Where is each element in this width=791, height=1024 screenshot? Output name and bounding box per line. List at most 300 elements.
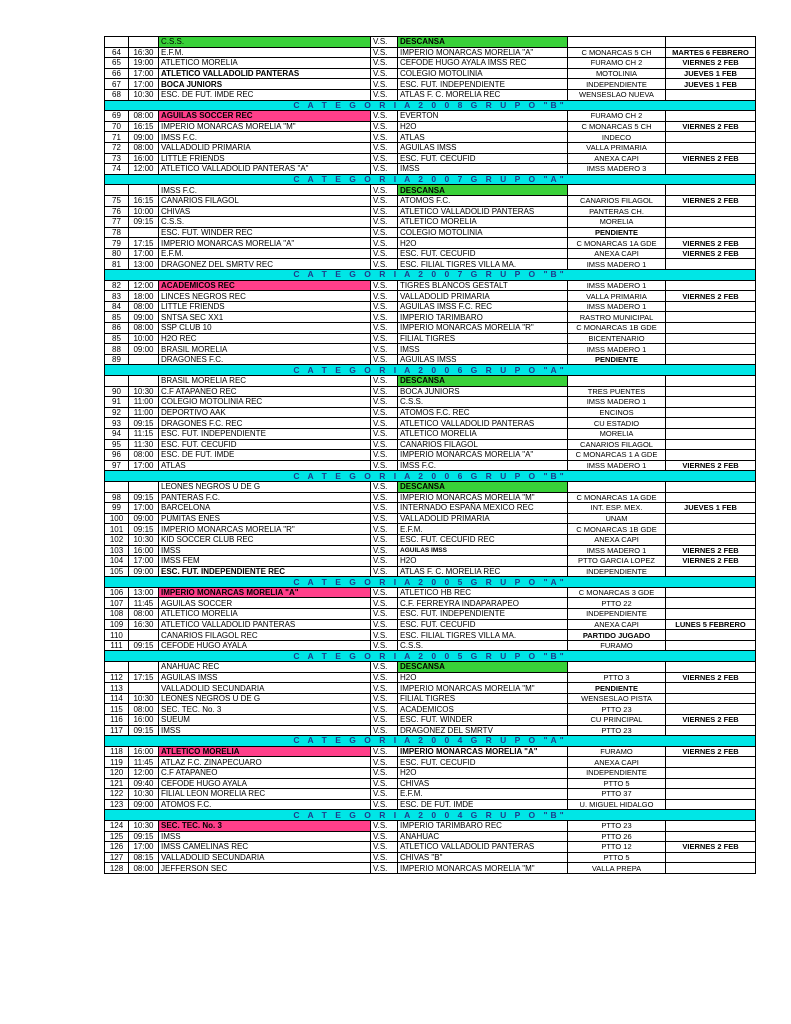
match-time: 16:00 xyxy=(129,545,159,556)
match-row xyxy=(105,587,756,598)
away-team: ATLETICO HB REC xyxy=(398,587,568,598)
venue xyxy=(568,37,666,48)
match-date xyxy=(666,820,756,831)
home-team: CANARIOS FILAGOL xyxy=(159,195,371,206)
venue: IMSS MADERO 1 xyxy=(568,259,666,270)
versus-label: V.S. xyxy=(371,725,398,736)
venue: ENCINOS xyxy=(568,407,666,418)
match-row xyxy=(105,227,756,238)
match-time: 09:00 xyxy=(129,799,159,810)
versus-label: V.S. xyxy=(371,831,398,842)
home-team: SUEUM xyxy=(159,715,371,726)
home-team: PUMITAS ENES xyxy=(159,513,371,524)
away-team: H2O xyxy=(398,672,568,683)
away-team: IMPERIO MONARCAS MORELIA "M" xyxy=(398,863,568,874)
match-row xyxy=(105,206,756,217)
match-row xyxy=(105,556,756,567)
match-number: 102 xyxy=(105,534,129,545)
away-team: ATOMOS F.C. REC xyxy=(398,407,568,418)
venue: PTTO GARCIA LOPEZ xyxy=(568,556,666,567)
match-date xyxy=(666,407,756,418)
match-number: 127 xyxy=(105,852,129,863)
away-team: DRAGONEZ DEL SMRTV xyxy=(398,725,568,736)
venue: IMSS MADERO 1 xyxy=(568,545,666,556)
home-team: C.S.S. xyxy=(159,37,371,48)
away-team: ATLETICO VALLADOLID PANTERAS xyxy=(398,842,568,853)
match-number xyxy=(105,185,129,196)
category-title: C A T E G O R I A 2 0 0 7 G R U P O "A" xyxy=(105,174,756,185)
match-date xyxy=(666,386,756,397)
versus-label: V.S. xyxy=(371,439,398,450)
match-number: 91 xyxy=(105,397,129,408)
match-date xyxy=(666,450,756,461)
versus-label: V.S. xyxy=(371,683,398,694)
venue: IMSS MADERO 1 xyxy=(568,397,666,408)
match-row xyxy=(105,386,756,397)
match-number xyxy=(105,481,129,492)
match-time: 08:00 xyxy=(129,301,159,312)
venue: PTTO 22 xyxy=(568,598,666,609)
home-team: ATLETICO MORELIA xyxy=(159,746,371,757)
match-date: VIERNES 2 FEB xyxy=(666,153,756,164)
match-time: 09:15 xyxy=(129,418,159,429)
venue xyxy=(568,662,666,673)
match-row xyxy=(105,142,756,153)
away-team: IMPERIO TARIMBARO REC xyxy=(398,820,568,831)
away-team: ATLETICO MORELIA xyxy=(398,428,568,439)
versus-label: V.S. xyxy=(371,37,398,48)
match-date xyxy=(666,767,756,778)
match-time: 08:00 xyxy=(129,450,159,461)
match-number: 80 xyxy=(105,248,129,259)
match-row xyxy=(105,662,756,673)
away-team: IMSS xyxy=(398,164,568,175)
match-date xyxy=(666,863,756,874)
venue: IMSS MADERO 1 xyxy=(568,460,666,471)
match-date xyxy=(666,344,756,355)
match-number: 85 xyxy=(105,312,129,323)
home-team: BRASIL MORELIA REC xyxy=(159,376,371,387)
home-team: IMSS xyxy=(159,831,371,842)
venue: C MONARCAS 1B GDE xyxy=(568,323,666,334)
venue: INDEPENDIENTE xyxy=(568,767,666,778)
match-time: 08:00 xyxy=(129,704,159,715)
home-team: AGUILAS SOCCER REC xyxy=(159,111,371,122)
match-date xyxy=(666,534,756,545)
away-team: ESC. FUT. CECUFID xyxy=(398,248,568,259)
match-number: 123 xyxy=(105,799,129,810)
home-team: ATLETICO VALLADOLID PANTERAS "A" xyxy=(159,164,371,175)
match-number: 104 xyxy=(105,556,129,567)
match-number: 100 xyxy=(105,513,129,524)
category-header-row xyxy=(105,174,756,185)
match-number: 75 xyxy=(105,195,129,206)
away-team: IMPERIO MONARCAS MORELIA "M" xyxy=(398,683,568,694)
home-team: ESC. DE FUT. IMDE xyxy=(159,450,371,461)
match-number: 74 xyxy=(105,164,129,175)
away-team: ACADEMICOS xyxy=(398,704,568,715)
venue: PENDIENTE xyxy=(568,354,666,365)
match-time: 11:45 xyxy=(129,598,159,609)
venue: INDEPENDIENTE xyxy=(568,609,666,620)
match-row xyxy=(105,704,756,715)
match-time: 09:00 xyxy=(129,312,159,323)
match-time: 11:30 xyxy=(129,439,159,450)
match-row xyxy=(105,259,756,270)
match-row xyxy=(105,715,756,726)
match-row xyxy=(105,344,756,355)
match-number: 84 xyxy=(105,301,129,312)
away-team: IMPERIO MONARCAS MORELIA "A" xyxy=(398,47,568,58)
match-date xyxy=(666,164,756,175)
home-team: LITTLE FRIENDS xyxy=(159,153,371,164)
home-team: BARCELONA xyxy=(159,503,371,514)
away-team: ESC. DE FUT. IMDE xyxy=(398,799,568,810)
match-time: 11:15 xyxy=(129,428,159,439)
match-row xyxy=(105,725,756,736)
versus-label: V.S. xyxy=(371,767,398,778)
match-time: 08:00 xyxy=(129,323,159,334)
match-date xyxy=(666,513,756,524)
match-date xyxy=(666,428,756,439)
home-team: ESC. FUT. INDEPENDIENTE xyxy=(159,428,371,439)
home-team: SNTSA SEC XX1 xyxy=(159,312,371,323)
match-time: 13:00 xyxy=(129,587,159,598)
home-team: ESC. FUT. INDEPENDIENTE REC xyxy=(159,566,371,577)
match-date xyxy=(666,312,756,323)
venue: INDECO xyxy=(568,132,666,143)
match-time: 10:30 xyxy=(129,534,159,545)
away-team: IMPERIO MONARCAS MORELIA "R" xyxy=(398,323,568,334)
category-title: C A T E G O R I A 2 0 0 7 G R U P O "B" xyxy=(105,270,756,281)
match-row xyxy=(105,778,756,789)
venue xyxy=(568,376,666,387)
match-time: 17:00 xyxy=(129,248,159,259)
versus-label: V.S. xyxy=(371,587,398,598)
home-team: IMPERIO MONARCAS MORELIA "M" xyxy=(159,121,371,132)
match-row xyxy=(105,640,756,651)
match-date xyxy=(666,185,756,196)
venue: PANTERAS CH. xyxy=(568,206,666,217)
match-time: 18:00 xyxy=(129,291,159,302)
venue: UNAM xyxy=(568,513,666,524)
schedule-body xyxy=(105,37,756,874)
versus-label: V.S. xyxy=(371,376,398,387)
away-team: ATLETICO VALLADOLID PANTERAS xyxy=(398,206,568,217)
match-time: 08:00 xyxy=(129,609,159,620)
versus-label: V.S. xyxy=(371,111,398,122)
versus-label: V.S. xyxy=(371,757,398,768)
match-time: 12:00 xyxy=(129,164,159,175)
match-date xyxy=(666,799,756,810)
match-row xyxy=(105,164,756,175)
venue: ANEXA CAPI xyxy=(568,248,666,259)
match-date: VIERNES 2 FEB xyxy=(666,672,756,683)
away-team: ATLAS F. C. MORELIA REC xyxy=(398,566,568,577)
match-date: VIERNES 2 FEB xyxy=(666,842,756,853)
away-team: ESC. FUT. WINDER xyxy=(398,715,568,726)
match-date xyxy=(666,280,756,291)
category-title: C A T E G O R I A 2 0 0 8 G R U P O "B" xyxy=(105,100,756,111)
versus-label: V.S. xyxy=(371,227,398,238)
match-number: 73 xyxy=(105,153,129,164)
versus-label: V.S. xyxy=(371,693,398,704)
match-date xyxy=(666,206,756,217)
home-team: ATLAS xyxy=(159,460,371,471)
venue: PTTO 23 xyxy=(568,704,666,715)
match-row xyxy=(105,47,756,58)
away-team: TIGRES BLANCOS GESTALT xyxy=(398,280,568,291)
venue: WENSESLAO PISTA xyxy=(568,693,666,704)
versus-label: V.S. xyxy=(371,566,398,577)
home-team: LINCES NEGROS REC xyxy=(159,291,371,302)
home-team: SEC. TEC. No. 3 xyxy=(159,704,371,715)
match-row xyxy=(105,407,756,418)
away-team: FILIAL TIGRES xyxy=(398,333,568,344)
match-date: VIERNES 2 FEB xyxy=(666,121,756,132)
away-team: ATOMOS F.C. xyxy=(398,195,568,206)
versus-label: V.S. xyxy=(371,428,398,439)
away-team: ESC. FUT. INDEPENDIENTE xyxy=(398,79,568,90)
match-time: 09:00 xyxy=(129,132,159,143)
venue: WENSESLAO NUEVA xyxy=(568,89,666,100)
away-team: VALLADOLID PRIMARIA xyxy=(398,513,568,524)
match-number: 128 xyxy=(105,863,129,874)
match-number: 70 xyxy=(105,121,129,132)
away-team: AGUILAS IMSS xyxy=(398,545,568,556)
match-date xyxy=(666,852,756,863)
category-title: C A T E G O R I A 2 0 0 5 G R U P O "A" xyxy=(105,577,756,588)
versus-label: V.S. xyxy=(371,407,398,418)
away-team: IMSS xyxy=(398,344,568,355)
match-date xyxy=(666,609,756,620)
match-time: 09:15 xyxy=(129,831,159,842)
match-date: VIERNES 2 FEB xyxy=(666,460,756,471)
away-team: C.F. FERREYRA INDAPARAPEO xyxy=(398,598,568,609)
match-time: 08:00 xyxy=(129,863,159,874)
match-time: 09:15 xyxy=(129,524,159,535)
match-date xyxy=(666,376,756,387)
match-number: 94 xyxy=(105,428,129,439)
venue: PTTO 5 xyxy=(568,778,666,789)
venue: C MONARCAS 1B GDE xyxy=(568,524,666,535)
versus-label: V.S. xyxy=(371,248,398,259)
match-row xyxy=(105,79,756,90)
away-team: ANAHUAC xyxy=(398,831,568,842)
venue: PTTO 23 xyxy=(568,820,666,831)
match-date xyxy=(666,662,756,673)
category-header-row xyxy=(105,365,756,376)
away-team: BOCA JUNIORS xyxy=(398,386,568,397)
match-date xyxy=(666,418,756,429)
away-team: DESCANSA xyxy=(398,376,568,387)
match-time: 16:00 xyxy=(129,746,159,757)
match-number: 113 xyxy=(105,683,129,694)
home-team: ACADEMICOS REC xyxy=(159,280,371,291)
home-team: COLEGIO MOTOLINIA REC xyxy=(159,397,371,408)
match-row xyxy=(105,37,756,48)
home-team: LITTLE FRIENDS xyxy=(159,301,371,312)
home-team: CEFODE HUGO AYALA xyxy=(159,640,371,651)
away-team: ESC. FILIAL TIGRES VILLA MA. xyxy=(398,259,568,270)
versus-label: V.S. xyxy=(371,662,398,673)
venue: C MONARCAS 3 GDE xyxy=(568,587,666,598)
match-date: VIERNES 2 FEB xyxy=(666,238,756,249)
match-row xyxy=(105,460,756,471)
category-header-row xyxy=(105,736,756,747)
match-number: 107 xyxy=(105,598,129,609)
match-date xyxy=(666,397,756,408)
match-number: 120 xyxy=(105,767,129,778)
match-date xyxy=(666,354,756,365)
match-number: 79 xyxy=(105,238,129,249)
versus-label: V.S. xyxy=(371,142,398,153)
match-number: 71 xyxy=(105,132,129,143)
category-title: C A T E G O R I A 2 0 0 5 G R U P O "B" xyxy=(105,651,756,662)
versus-label: V.S. xyxy=(371,206,398,217)
match-date xyxy=(666,301,756,312)
schedule-sheet xyxy=(104,36,755,874)
home-team: CHIVAS xyxy=(159,206,371,217)
match-date xyxy=(666,693,756,704)
venue: INDEPENDIENTE xyxy=(568,566,666,577)
versus-label: V.S. xyxy=(371,79,398,90)
match-time: 16:00 xyxy=(129,715,159,726)
home-team: C.F ATAPANEO REC xyxy=(159,386,371,397)
venue: PTTO 23 xyxy=(568,725,666,736)
home-team: DRAGONES F.C. REC xyxy=(159,418,371,429)
versus-label: V.S. xyxy=(371,640,398,651)
match-row xyxy=(105,842,756,853)
match-date xyxy=(666,566,756,577)
venue: FURAMO CH 2 xyxy=(568,111,666,122)
match-row xyxy=(105,503,756,514)
match-row xyxy=(105,68,756,79)
match-time: 09:00 xyxy=(129,344,159,355)
match-date xyxy=(666,111,756,122)
match-number: 114 xyxy=(105,693,129,704)
versus-label: V.S. xyxy=(371,799,398,810)
home-team: IMSS xyxy=(159,725,371,736)
venue: MOTOLINIA xyxy=(568,68,666,79)
match-row xyxy=(105,354,756,365)
versus-label: V.S. xyxy=(371,153,398,164)
versus-label: V.S. xyxy=(371,746,398,757)
match-time: 17:00 xyxy=(129,68,159,79)
match-number: 97 xyxy=(105,460,129,471)
match-row xyxy=(105,767,756,778)
category-header-row xyxy=(105,651,756,662)
away-team: ESC. FUT. CECUFID REC xyxy=(398,534,568,545)
home-team: E.F.M. xyxy=(159,47,371,58)
venue: FURAMO CH 2 xyxy=(568,58,666,69)
versus-label: V.S. xyxy=(371,47,398,58)
match-number: 98 xyxy=(105,492,129,503)
away-team: ESC. FUT. CECUFID xyxy=(398,619,568,630)
match-date: MARTES 6 FEBRERO xyxy=(666,47,756,58)
match-number: 109 xyxy=(105,619,129,630)
versus-label: V.S. xyxy=(371,217,398,228)
match-date: JUEVES 1 FEB xyxy=(666,68,756,79)
versus-label: V.S. xyxy=(371,121,398,132)
versus-label: V.S. xyxy=(371,513,398,524)
match-number: 83 xyxy=(105,291,129,302)
match-row xyxy=(105,376,756,387)
match-time: 16:30 xyxy=(129,619,159,630)
match-row xyxy=(105,418,756,429)
match-date: JUEVES 1 FEB xyxy=(666,79,756,90)
versus-label: V.S. xyxy=(371,195,398,206)
venue: PTTO 3 xyxy=(568,672,666,683)
match-row xyxy=(105,333,756,344)
match-number: 125 xyxy=(105,831,129,842)
match-number: 122 xyxy=(105,789,129,800)
away-team: AGUILAS IMSS xyxy=(398,142,568,153)
versus-label: V.S. xyxy=(371,492,398,503)
venue: VALLA PRIMARIA xyxy=(568,142,666,153)
match-date xyxy=(666,89,756,100)
match-time: 19:00 xyxy=(129,58,159,69)
match-number: 105 xyxy=(105,566,129,577)
versus-label: V.S. xyxy=(371,545,398,556)
match-row xyxy=(105,799,756,810)
match-date xyxy=(666,725,756,736)
home-team: IMPERIO MONARCAS MORELIA "A" xyxy=(159,238,371,249)
match-row xyxy=(105,217,756,228)
match-number: 82 xyxy=(105,280,129,291)
match-number: 90 xyxy=(105,386,129,397)
match-row xyxy=(105,312,756,323)
category-header-row xyxy=(105,471,756,482)
match-date xyxy=(666,640,756,651)
venue: TRES PUENTES xyxy=(568,386,666,397)
match-number: 112 xyxy=(105,672,129,683)
match-row xyxy=(105,153,756,164)
home-team: IMSS xyxy=(159,545,371,556)
home-team: LEONES NEGROS U DE G xyxy=(159,693,371,704)
match-time: 09:00 xyxy=(129,566,159,577)
match-number: 89 xyxy=(105,354,129,365)
match-row xyxy=(105,111,756,122)
match-time: 17:15 xyxy=(129,238,159,249)
match-time: 09:15 xyxy=(129,217,159,228)
match-row xyxy=(105,89,756,100)
venue: FURAMO xyxy=(568,640,666,651)
match-time: 08:00 xyxy=(129,111,159,122)
away-team: E.F.M. xyxy=(398,789,568,800)
versus-label: V.S. xyxy=(371,863,398,874)
venue: C MONARCAS 1A GDE xyxy=(568,238,666,249)
venue: VALLA PREPA xyxy=(568,863,666,874)
match-number: 121 xyxy=(105,778,129,789)
match-time: 10:00 xyxy=(129,333,159,344)
home-team: IMSS FEM xyxy=(159,556,371,567)
venue: MORELIA xyxy=(568,217,666,228)
match-number xyxy=(105,376,129,387)
away-team: DESCANSA xyxy=(398,481,568,492)
away-team: ESC. FUT. CECUFID xyxy=(398,153,568,164)
venue: IMSS MADERO 1 xyxy=(568,280,666,291)
home-team: H2O REC xyxy=(159,333,371,344)
match-date xyxy=(666,142,756,153)
versus-label: V.S. xyxy=(371,280,398,291)
away-team: IMSS F.C. xyxy=(398,460,568,471)
match-time: 17:00 xyxy=(129,79,159,90)
match-time: 08:15 xyxy=(129,852,159,863)
venue: MORELIA xyxy=(568,428,666,439)
match-date xyxy=(666,789,756,800)
match-number: 72 xyxy=(105,142,129,153)
